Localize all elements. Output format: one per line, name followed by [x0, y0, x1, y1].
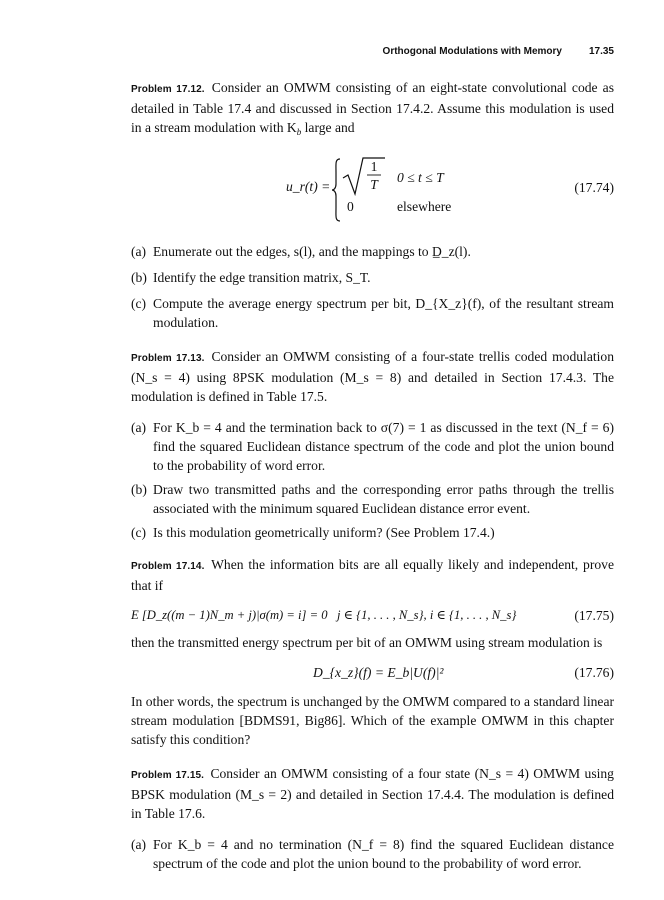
list-item: (a) For K_b = 4 and no termination (N_f = 8) find the squared Euclidean distance spectrum of the code and plot the union bound to the probability of word error.	[131, 837, 614, 871]
problem-17-14-text	[131, 555, 614, 595]
eq-expression: E [D_z((m − 1)N_m + j)|σ(m) = i] = 0 j ∈ {1, . . . , N_s}, i ∈ {1, . . . , N_s}	[131, 608, 517, 622]
eq-condition-1: 0 ≤ t ≤ T	[397, 170, 444, 185]
problem-17-14-mid: then the transmitted energy spectrum per bit of an OMWM using stream modulation is	[131, 635, 603, 650]
eq-zero: 0	[347, 199, 354, 214]
problem-statement: Consider an OMWM consisting of a four-state trellis coded modulation (N_s = 4) using 8PSK modulation (M_s = 8) and detailed in Section 17.4.3. The modulation is defined in Table 17.5.	[131, 349, 615, 404]
list-item: (a) For K_b = 4 and the termination back to σ(7) = 1 as discussed in the text (N_f = 6) find the squared Euclidean distance spectrum of the code and plot the union bound to the probability of word error.	[131, 420, 614, 473]
running-title: Orthogonal Modulations with Memory	[382, 46, 562, 57]
list-item: (b) Identify the edge transition matrix, S_T.	[131, 270, 371, 285]
kb-subscript: b	[296, 127, 302, 137]
frac-denominator: T	[370, 177, 378, 192]
page-body	[131, 78, 614, 873]
equation-number: (17.76)	[574, 665, 614, 680]
left-brace-icon	[331, 158, 341, 222]
equation-17-76	[131, 652, 614, 692]
problem-statement: Consider an OMWM consisting of a four state (N_s = 4) OMWM using BPSK modulation (M_s = 2) and detailed in Section 17.4.4. The modulation is defined in Table 17.6.	[131, 766, 614, 821]
problem-statement: When the information bits are all equally likely and independent, prove that if	[131, 557, 614, 593]
frac-numerator: 1	[370, 159, 378, 174]
problem-17-14-end: In other words, the spectrum is unchanged by the OMWM compared to a standard linear stream modulation [BDMS91, Big86]. Which of the example OMWM in this chapter satisfy this condition?	[131, 694, 614, 747]
equation-number: (17.75)	[574, 608, 614, 623]
list-item: (a) Enumerate out the edges, s(l), and the mappings to D̲_z(l).	[131, 244, 471, 259]
equation-17-75	[131, 599, 614, 633]
eq-expression: D_{x_z}(f) = E_b|U(f)|²	[313, 665, 444, 680]
problem-17-12-text	[131, 78, 614, 142]
problem-17-13-text	[131, 347, 614, 406]
problem-17-15-text	[131, 764, 614, 823]
problem-statement: Consider an OMWM consisting of an eight-state convolutional code as detailed in Table 17.4 and discussed in Section 17.4.2. Assume this modulation is used in a stream modulation with K	[131, 80, 614, 135]
problem-label: Problem 17.14.	[131, 561, 205, 572]
running-header	[131, 46, 614, 62]
equation-number: (17.74)	[574, 180, 614, 195]
list-item: (c) Is this modulation geometrically uniform? (See Problem 17.4.)	[131, 525, 495, 540]
list-item: (b) Draw two transmitted paths and the corresponding error paths through the trellis associated with the minimum squared Euclidean distance error event.	[131, 482, 614, 516]
list-item: (c) Compute the average energy spectrum per bit, D_{X_z}(f), of the resultant stream modulation.	[131, 296, 614, 330]
problem-17-15-items	[131, 835, 614, 873]
problem-label: Problem 17.13.	[131, 353, 205, 364]
problem-17-12-items	[131, 242, 614, 332]
problem-label: Problem 17.12.	[131, 84, 205, 95]
page-number: 17.35	[588, 46, 614, 57]
problem-17-13-items	[131, 418, 614, 542]
equation-17-74	[131, 156, 614, 236]
problem-label: Problem 17.15.	[131, 770, 205, 781]
problem-statement-end: large and	[301, 120, 355, 135]
eq-lhs: u_r(t) =	[286, 179, 331, 194]
eq-condition-2: elsewhere	[397, 199, 452, 214]
